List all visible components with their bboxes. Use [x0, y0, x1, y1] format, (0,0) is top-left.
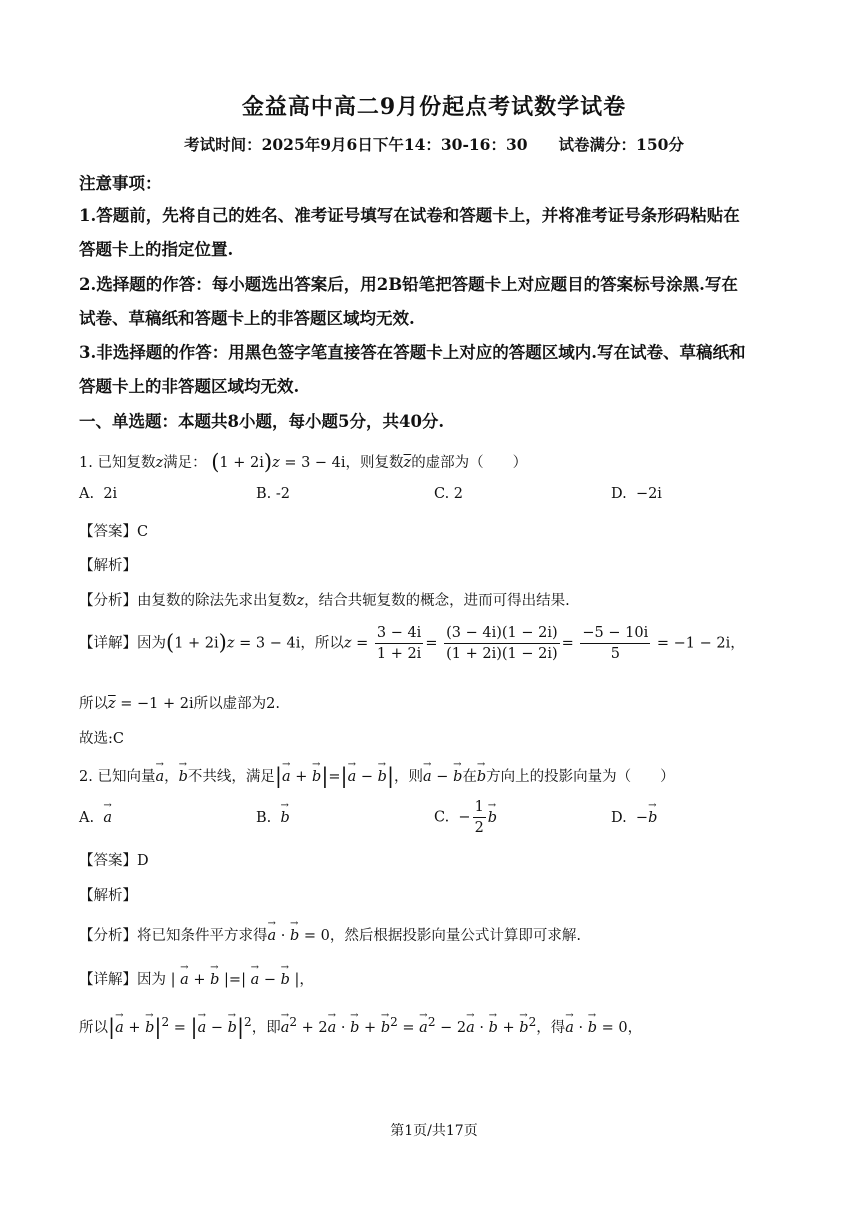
section-heading: 一、单选题：本题共8小题，每小题5分，共40分.	[79, 412, 445, 431]
q1-choose: 故选:C	[79, 731, 124, 747]
page-footer: 第1页/共17页	[390, 1123, 478, 1139]
q1-detail: 【详解】因为(1 + 2i)z = 3 − 4i，所以z = $\frac{3 - 4i}{1 + 2i}$ = $\frac{(3 - 4i)(1 - 2i)}{(1 + 2i)(1 - 2i)}$ = $\frac{-5 - 10i}{5}$ = −1 − 2i，	[79, 625, 745, 662]
q2-option-b: B. → b	[256, 810, 290, 826]
exam-info: 考试时间：2025年9月6日下午14：30-16：30 试卷满分：150分	[184, 135, 684, 154]
fraction-2: $\frac{(3 - 4i)(1 - 2i)}{(1 + 2i)(1 - 2i)}$	[446, 625, 558, 662]
notice-item-1-line-1: 1.答题前，先将自己的姓名、准考证号填写在试卷和答题卡上，并将准考证号条形码粘贴在	[79, 206, 740, 225]
notice-item-3-line-1: 3.非选择题的作答：用黑色签字笔直接答在答题卡上对应的答题区域内.写在试卷、草稿纸和	[79, 343, 746, 362]
q2-option-c: C. − $\frac{1}{2}$ → b	[434, 797, 497, 838]
q2-answer: 【答案】D	[79, 853, 149, 869]
q2-fenxi: 【分析】将已知条件平方求得→ a · → b = 0，然后根据投影向量公式计算即可求解.	[79, 924, 581, 945]
question-1: 1. 已知复数z满足： (1 + 2i)z = 3 − 4i，则复数$\overline{z}$的虚部为（ ）	[79, 450, 528, 474]
question-2: 2. 已知向量→ a，→ b不共线，满足|→ a + → b|=|→ a − → b|，则→ a − → b在→ b方向上的投影向量为（ ）	[79, 764, 675, 788]
q2-derivation: 所以|→ a + → $b|^2$ = |→ a − → $b|^2$，即→ $a^2 + 2\to a$ · → b + → $b^2$ = → $a^2 - 2\to a$ · → b + → $b^2$，得→ a · → b = 0，	[79, 1015, 642, 1039]
fraction-1: $\frac{3 - 4i}{1 + 2i}$	[376, 625, 422, 662]
q1-fenxi: 【分析】由复数的除法先求出复数z，结合共轭复数的概念，进而可得出结果.	[79, 593, 570, 609]
q2-option-a: A. → a	[79, 810, 112, 826]
notice-item-1-line-2: 答题卡上的指定位置.	[79, 240, 234, 259]
q2-detail: 【详解】因为 | → a + → b |=| → a − → b |，	[79, 968, 314, 989]
q2-option-d: D. −→ b	[611, 810, 657, 826]
fraction-3: $\frac{-5 - 10i}{5}$	[582, 625, 649, 662]
q1-option-d: D. −2i	[611, 486, 662, 502]
q2-analysis-tag: 【解析】	[79, 888, 137, 904]
notice-item-3-line-2: 答题卡上的非答题区域均无效.	[79, 377, 300, 396]
q1-answer: 【答案】C	[79, 524, 149, 540]
q1-conjugate: 所以$\overline{z} = -1 + 2i$所以虚部为2.	[79, 696, 280, 712]
q1-option-c: C. 2	[434, 486, 464, 502]
q1-option-a: A. 2i	[79, 486, 118, 502]
notice-item-2-line-1: 2.选择题的作答：每小题选出答案后，用2B铅笔把答题卡上对应题目的答案标号涂黑.写在	[79, 275, 738, 294]
page-title: 金益高中高二9月份起点考试数学试卷	[241, 94, 627, 120]
notice-heading: 注意事项：	[79, 174, 162, 193]
notice-item-2-line-2: 试卷、草稿纸和答题卡上的非答题区域均无效.	[79, 309, 415, 328]
q1-equation: (1 + 2i)z = 3 − 4i	[211, 450, 346, 474]
q1-option-b: B. -2	[256, 486, 290, 502]
q1-analysis-tag: 【解析】	[79, 558, 137, 574]
